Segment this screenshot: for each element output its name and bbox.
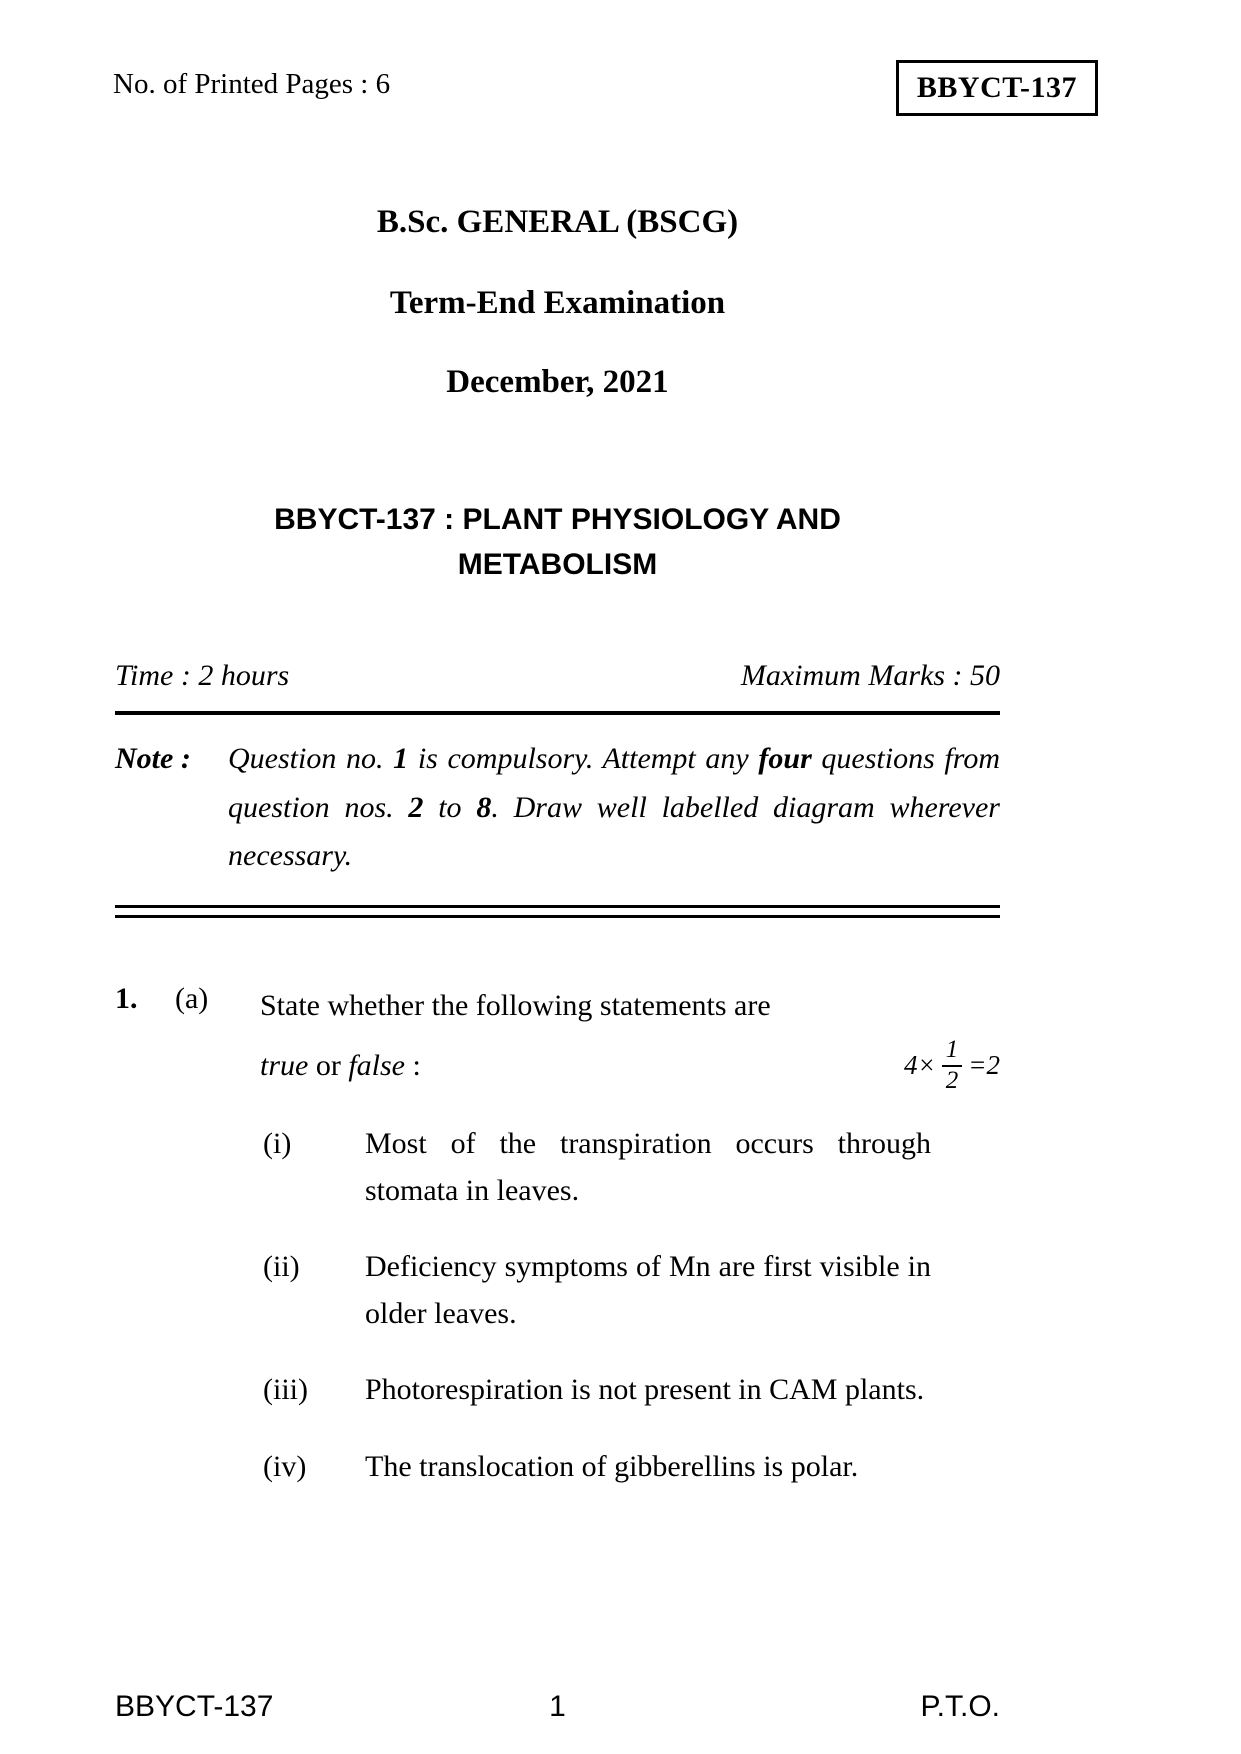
horizontal-rule (115, 711, 1000, 715)
question-number: 1. (115, 981, 138, 1015)
footer-paper-code: BBYCT-137 (115, 1690, 274, 1723)
marks-expression (904, 1036, 1000, 1096)
main-column (115, 204, 1000, 1490)
printed-pages-count: No. of Printed Pages : 6 (113, 68, 391, 100)
statement-item (263, 1367, 1000, 1414)
double-horizontal-rule (115, 905, 1000, 918)
fraction-numerator: 1 (942, 1036, 963, 1067)
paper-code-box: BBYCT-137 (896, 60, 1098, 116)
note-text (228, 735, 1000, 881)
statement-item (263, 1121, 1000, 1214)
note-segment: . Draw well labelled diagram wherever necessary. (228, 790, 1000, 873)
note-label: Note : (115, 742, 191, 775)
word-or: or (308, 1048, 349, 1082)
exam-date: December, 2021 (446, 364, 669, 400)
statement-item (263, 1244, 1000, 1337)
note-block (115, 735, 1000, 881)
note-segment-bold: 8 (476, 790, 492, 824)
maximum-marks: Maximum Marks : 50 (740, 659, 1000, 692)
statement-text: Deficiency symptoms of Mn are first visible in older leaves. (365, 1250, 931, 1330)
time-allowed: Time : 2 hours (115, 659, 290, 692)
stem-line2 (260, 1036, 1000, 1096)
question-part-label: (a) (175, 981, 209, 1015)
footer-pto: P.T.O. (920, 1690, 1000, 1723)
statement-numeral: (iii) (263, 1373, 308, 1407)
true-false-phrase (260, 1042, 421, 1090)
note-segment-bold: 1 (393, 742, 409, 775)
word-false: false (348, 1048, 405, 1082)
statement-numeral: (i) (263, 1127, 292, 1161)
note-segment: questions from question nos. (228, 742, 1000, 824)
marks-fraction (942, 1036, 963, 1096)
page-footer (115, 1690, 1000, 1724)
note-segment: to (423, 790, 477, 824)
question-1 (115, 982, 1000, 1096)
stem-line1: State whether the following statements are (260, 988, 771, 1022)
question-stem (260, 982, 1000, 1096)
note-segment-bold: four (758, 742, 812, 775)
statements-list (115, 1121, 1000, 1490)
note-segment: is compulsory. Attempt any (408, 742, 759, 775)
statement-text: Most of the transpiration occurs through stomata in leaves. (365, 1127, 931, 1207)
note-segment-bold: 2 (408, 790, 424, 824)
note-segment: Question no. (228, 742, 394, 775)
time-marks-row (115, 659, 1000, 693)
statement-numeral: (ii) (263, 1250, 300, 1284)
fraction-denominator: 2 (945, 1066, 959, 1094)
marks-prefix: 4× (904, 1049, 936, 1080)
course-title-line2: METABOLISM (457, 548, 658, 581)
footer-page-number: 1 (549, 1690, 566, 1723)
statement-item (263, 1444, 1000, 1491)
exam-title: Term-End Examination (389, 285, 726, 321)
statement-text: The translocation of gibberellins is polar. (365, 1449, 859, 1483)
course-title (115, 497, 1000, 587)
top-row (113, 60, 1098, 116)
marks-suffix: =2 (968, 1049, 1000, 1080)
statement-text: Photorespiration is not present in CAM plants. (365, 1373, 925, 1407)
statement-numeral: (iv) (263, 1449, 307, 1483)
degree-title: B.Sc. GENERAL (BSCG) (376, 204, 739, 240)
word-true: true (260, 1048, 309, 1082)
course-title-line1: BBYCT-137 : PLANT PHYSIOLOGY AND (274, 503, 841, 536)
stem-colon: : (405, 1048, 421, 1082)
